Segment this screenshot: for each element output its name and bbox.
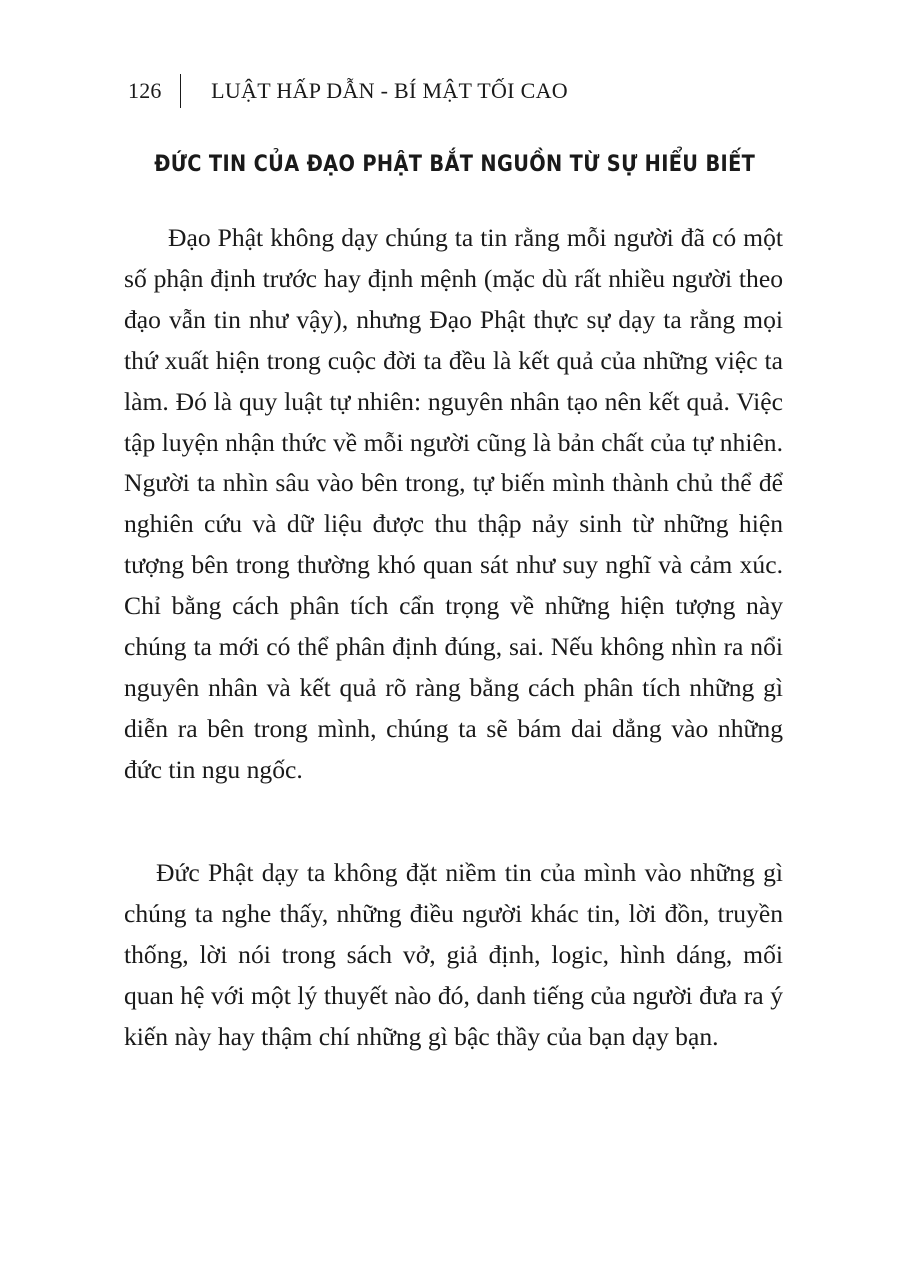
book-title: LUẬT HẤP DẪN - BÍ MẬT TỐI CAO	[211, 78, 568, 103]
page-number: 126	[128, 78, 162, 103]
body-paragraph-1: Đạo Phật không dạy chúng ta tin rằng mỗi người đã có một số phận định trước hay định mệnh (mặc dù rất nhiều người theo đạo vẫn tin như vậy), nhưng Đạo Phật thực sự dạy ta rằng mọi thứ xuất hiện trong cuộc đời ta đều là kết quả của những việc ta làm. Đó là quy luật tự nhiên: nguyên nhân tạo nên kết quả. Việc tập luyện nhận thức về mỗi người cũng là bản chất của tự nhiên. Người ta nhìn sâu vào bên trong, tự biến mình thành chủ thể để nghiên cứu và dữ liệu được thu thập nảy sinh từ những hiện tượng bên trong thường khó quan sát như suy nghĩ và cảm xúc. Chỉ bằng cách phân tích cẩn trọng về những hiện tượng này chúng ta mới có thể phân định đúng, sai. Nếu không nhìn ra nổi nguyên nhân và kết quả rõ ràng bằng cách phân tích những gì diễn ra bên trong mình, chúng ta sẽ bám dai dẳng vào những đức tin ngu ngốc.	[124, 223, 783, 784]
header-divider	[180, 74, 182, 108]
section-heading: ĐỨC TIN CỦA ĐẠO PHẬT BẮT NGUỒN TỪ SỰ HIỂU BIẾT	[154, 151, 756, 177]
running-header	[128, 74, 568, 108]
body-paragraph-2: Đức Phật dạy ta không đặt niềm tin của mình vào những gì chúng ta nghe thấy, những điều người khác tin, lời đồn, truyền thống, lời nói trong sách vở, giả định, logic, hình dáng, mối quan hệ với một lý thuyết nào đó, danh tiếng của người đưa ra ý kiến này hay thậm chí những gì bậc thầy của bạn dạy bạn.	[124, 858, 783, 1051]
